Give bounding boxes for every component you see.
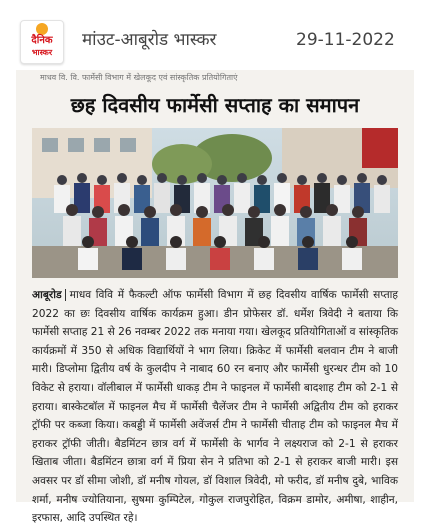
cut-previous-line: माधव वि. वि. फार्मेसी विभाग में खेलकूद एवं सांस्कृतिक प्रतियोगिताएं (40, 73, 238, 82)
sun-icon (36, 23, 48, 35)
dainik-bhaskar-logo (20, 20, 64, 64)
news-clipping (16, 70, 414, 525)
article-body (32, 286, 398, 528)
publication-date: 29-11-2022 (296, 30, 395, 50)
article-dateline: आबूरोड (32, 289, 66, 301)
logo-text-bottom: भास्कर (31, 48, 53, 57)
article-body-text: माधव विवि में फैकल्टी ऑफ फार्मेसी विभाग में छह दिवसीय वार्षिक फार्मेसी सप्ताह 2022 का छः दिवसीय वार्षिक कार्यक्रम हुआ। डीन प्रोफेसर डॉ. धर्मेश त्रिवेदी ने बताया कि फार्मेसी सप्ताह 21 से 26 नवम्बर 2022 तक मनाया गया। खेलकूद प्रतियोगिताओं व सांस्कृतिक कार्यक्रमों में 350 से अधिक विद्यार्थियों ने भाग लिया। क्रिकेट में फार्मेसी बलवान टीम ने बाजी मारी। डिप्लोमा द्वितीय वर्ष के कुलदीप ने नाबाद 60 रन बनाए और फार्मेसी धुरन्धर टीम को 10 विकेट से हराया। वॉलीबाल में फार्मेसी धाकड़ टीम ने फाइनल में फार्मेसी बादशाह टीम को 2-1 से हराया। बास्केटबॉल में फाइनल मैच में फार्मेसी चैलेंजर टीम ने फार्मेसी अद्वितीय टीम को हराकर ट्रॉफी पर कब्जा किया। कबड्डी में फार्मेसी अवेंजर्स टीम ने फार्मेसी चीताह टीम को फाइनल मैच में हराकर ट्रॉफी जीती। बैडमिंटन छात्र वर्ग में फार्मेसी के भार्गव ने लक्ष्यराज को 2-1 से हराकर खिताब जीता। बैडमिंटन छात्रा वर्ग में प्रिया सेन ने प्रतिभा को 2-1 से हराकर बाजी मारी। इस अवसर पर डॉ सीमा जोशी, डॉ मनीष गोयल, डॉ विशाल त्रिवेदी, मो फरीद, डॉ मनीष दुबे, भाविक शर्मा, मनीष ज्योतियाना, सुषमा कुम्पिटेल, गोकुल राजपुरोहित, विक्रम डामोर, अमीषा, शाहीन, इरफास, आदि उपस्थित रहे। (32, 289, 398, 525)
page-header (0, 0, 426, 72)
logo-text-top: दैनिक (31, 35, 53, 46)
group-photo (32, 128, 398, 278)
article-headline: छह दिवसीय फार्मेसी सप्ताह का समापन (70, 93, 360, 117)
edition-title: मांउट-आबूरोड भास्कर (82, 30, 217, 50)
